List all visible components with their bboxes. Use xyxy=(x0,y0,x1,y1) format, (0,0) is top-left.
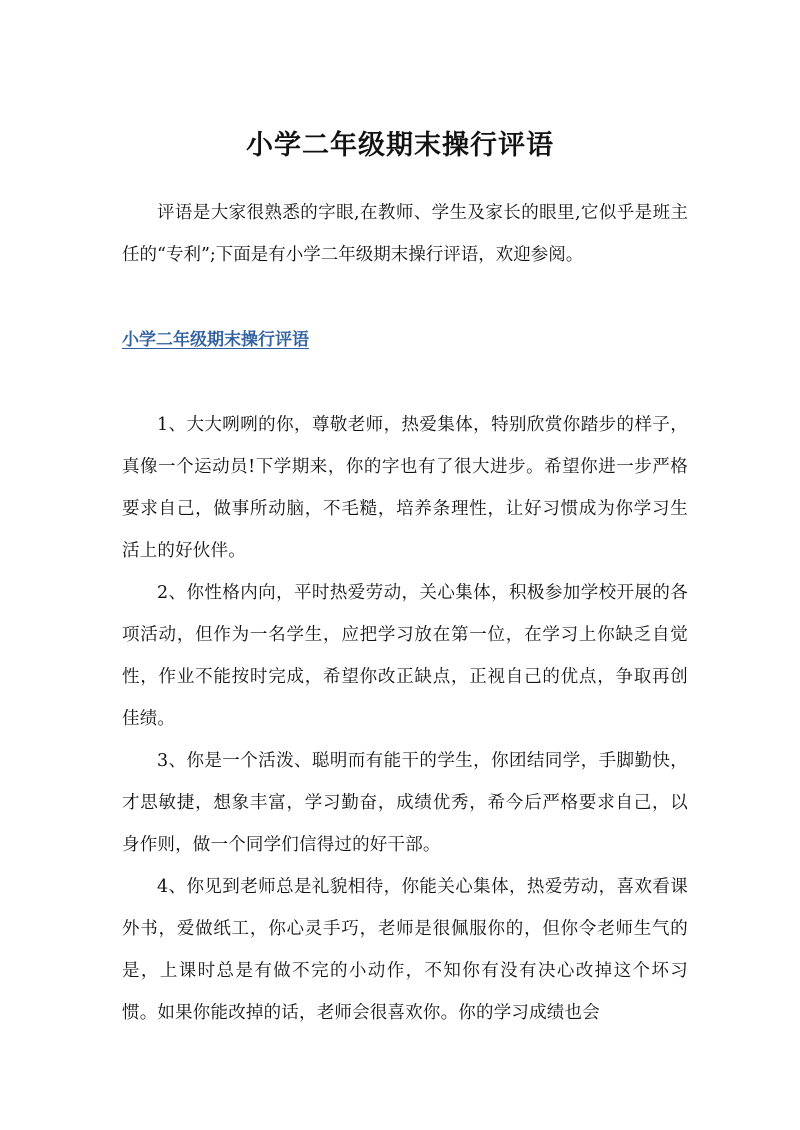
section-heading-link[interactable]: 小学二年级期末操行评语 xyxy=(122,330,309,350)
comment-paragraph-4: 4、你见到老师总是礼貌相待，你能关心集体，热爱劳动，喜欢看课外书，爱做纸工，你心灵手巧，老师是很佩服你的，但你令老师生气的是，上课时总是有做不完的小动作，不知你有没有决心改掉这个坏习惯。如果你能改掉的话，老师会很喜欢你。你的学习成绩也会 xyxy=(122,877,688,1023)
page-title: 小学二年级期末操行评语 xyxy=(246,130,554,161)
intro-paragraph: 评语是大家很熟悉的字眼,在教师、学生及家长的眼里,它似乎是班主任的“专利”;下面是有小学二年级期末操行评语，欢迎参阅。 xyxy=(122,203,688,265)
comment-paragraph-2: 2、你性格内向，平时热爱劳动，关心集体，积极参加学校开展的各项活动，但作为一名学生，应把学习放在第一位，在学习上你缺乏自觉性，作业不能按时完成，希望你改正缺点，正视自己的优点，争取再创佳绩。 xyxy=(122,583,688,729)
comment-paragraph-3: 3、你是一个活泼、聪明而有能干的学生，你团结同学，手脚勤快，才思敏捷，想象丰富，学习勤奋，成绩优秀，希今后严格要求自己，以身作则，做一个同学们信得过的好干部。 xyxy=(122,751,688,855)
comment-list xyxy=(122,404,688,1034)
comment-paragraph-1: 1、大大咧咧的你，尊敬老师，热爱集体，特别欣赏你踏步的样子，真像一个运动员!下学期来，你的字也有了很大进步。希望你进一步严格要求自己，做事所动脑，不毛糙，培养条理性，让好习惯成为你学习生活上的好伙伴。 xyxy=(122,415,688,561)
